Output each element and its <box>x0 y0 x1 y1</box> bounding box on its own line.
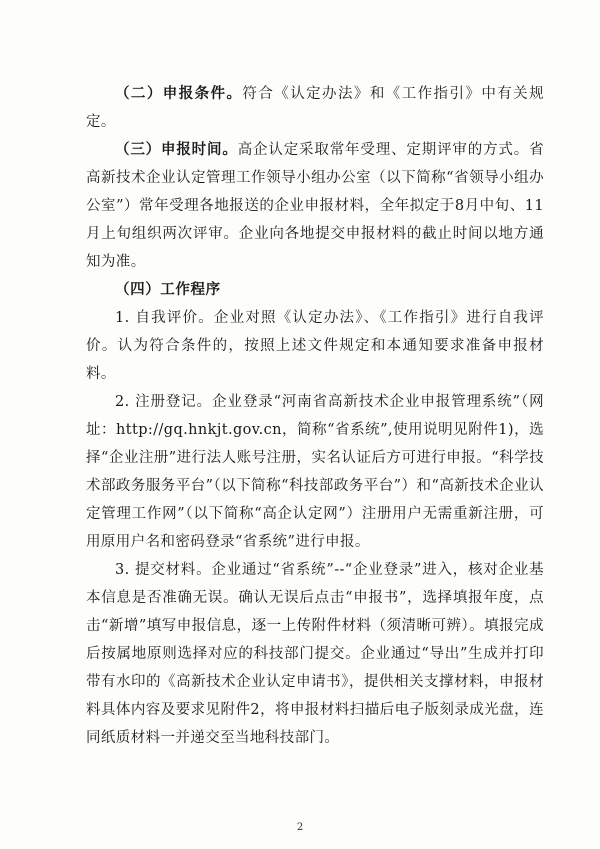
section-2-paragraph <box>86 80 544 136</box>
page-number: 2 <box>296 822 304 833</box>
section-3-heading: （三）申报时间。 <box>115 141 238 158</box>
procedure-item-1: 1. 自我评价。企业对照《认定办法》、《工作指引》进行自我评价。认为符合条件的，按照上述文件规定和本通知要求准备申报材料。 <box>86 310 544 382</box>
document-body <box>86 80 544 752</box>
section-3-paragraph <box>86 136 544 276</box>
procedure-item-3: 3. 提交材料。企业通过“省系统”--“企业登录”进入，核对企业基本信息是否准确无误。确认无误后点击“申报书”，选择填报年度，点击“新增”填写申报信息，逐一上传附件材料（须清晰可辨）。填报完成后按属地原则选择对应的科技部门提交。企业通过“导出”生成并打印带有水印的《高新技术企业认定申请书》，提供相关支撑材料，申报材料具体内容及要求见附件2，将申报材料扫描后电子版刻录成光盘，连同纸质材料一并递交至当地科技部门。 <box>86 562 544 746</box>
section-2-heading: （二）申报条件。 <box>115 85 243 102</box>
section-2-body: 符合《认定办法》和《工作指引》中有关规定。 <box>86 86 544 130</box>
section-3-body: 高企认定采取常年受理、定期评审的方式。省高新技术企业认定管理工作领导小组办公室（以下简称“省领导小组办公室”）常年受理各地报送的企业申报材料，全年拟定于8月中旬、11月上旬组织两次评审。企业向各地提交申报材料的截止时间以地方通知为准。 <box>86 142 545 270</box>
section-4-title: （四）工作程序 <box>115 281 221 298</box>
procedure-item-2: 2. 注册登记。企业登录“河南省高新技术企业申报管理系统”（网址：http://gq.hnkjt.gov.cn，简称“省系统”,使用说明见附件1)，选择“企业注册”进行法人账号注册，实名认证后方可进行申报。“科学技术部政务服务平台”（以下简称“科技部政务平台”）和“高新技术企业认定管理工作网”（以下简称“高企认定网”）注册用户无需重新注册，可用原用户名和密码登录“省系统”进行申报。 <box>86 394 544 550</box>
